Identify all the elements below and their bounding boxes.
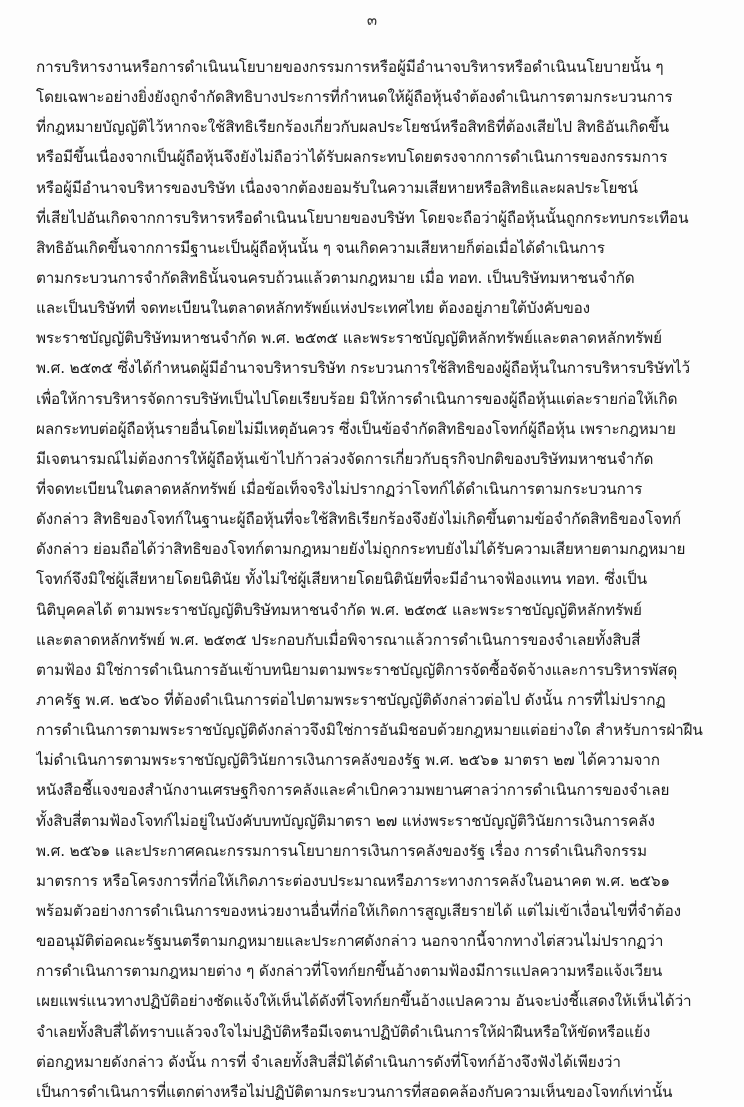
text-line: เพื่อให้การบริหารจัดการบริษัทเป็นไปโดยเรียบร้อย มิให้การดำเนินการของผู้ถือหุ้นแต่ละรายก่อให้เกิด xyxy=(36,389,678,408)
text-line: พ.ศ. ๒๕๖๑ และประกาศคณะกรรมการนโยบายการเงินการคลังของรัฐ เรื่อง การดำเนินกิจกรรม xyxy=(36,841,647,860)
text-line: ที่กฎหมายบัญญัติไว้หากจะใช้สิทธิเรียกร้องเกี่ยวกับผลประโยชน์หรือสิทธิที่ต้องเสียไป สิทธิอันเกิดขึ้น xyxy=(36,118,669,137)
text-line: โดยเฉพาะอย่างยิ่งยังถูกจำกัดสิทธิบางประการที่กำหนดให้ผู้ถือหุ้นจำต้องดำเนินการตามกระบวนการ xyxy=(36,88,673,107)
text-line: เผยแพร่แนวทางปฏิบัติอย่างชัดแจ้งให้เห็นได้ดังที่โจทก์ยกขึ้นอ้างแปลความ อันจะบ่งชี้แสดงให้เห็นได้ว่า xyxy=(36,992,692,1011)
text-line: ภาครัฐ พ.ศ. ๒๕๖๐ ที่ต้องดำเนินการต่อไปตามพระราชบัญญัติดังกล่าวต่อไป ดังนั้น การที่ไม่ปรากฏ xyxy=(36,690,666,709)
text-line: ตามฟ้อง มิใช่การดำเนินการอันเข้าบทนิยามตามพระราชบัญญัติการจัดซื้อจัดจ้างและการบริหารพัสดุ xyxy=(36,660,678,679)
text-line: ดังกล่าว ย่อมถือได้ว่าสิทธิของโจทก์ตามกฎหมายยังไม่ถูกกระทบยังไม่ได้รับความเสียหายตามกฎหมาย xyxy=(36,540,686,559)
text-line: การบริหารงานหรือการดำเนินนโยบายของกรรมการหรือผู้มีอำนาจบริหารหรือดำเนินนโยบายนั้น ๆ xyxy=(36,58,664,76)
page-number: ๓ xyxy=(366,11,378,29)
text-line: ดังกล่าว สิทธิของโจทก์ในฐานะผู้ถือหุ้นที่จะใช้สิทธิเรียกร้องจึงยังไม่เกิดขึ้นตามข้อจำกัดสิทธิของโจทก์ xyxy=(36,510,682,529)
text-line: ผลกระทบต่อผู้ถือหุ้นรายอื่นโดยไม่มีเหตุอันควร ซึ่งเป็นข้อจำกัดสิทธิของโจทก์ผู้ถือหุ้น เพราะกฎหมาย xyxy=(36,419,676,438)
text-line: โจทก์จึงมิใช่ผู้เสียหายโดยนิตินัย ทั้งไม่ใช่ผู้เสียหายโดยนิตินัยที่จะมีอำนาจฟ้องแทน ทอท. ซึ่งเป็น xyxy=(36,570,647,589)
body-text xyxy=(36,52,718,1107)
text-line: และตลาดหลักทรัพย์ พ.ศ. ๒๕๓๕ ประกอบกับเมื่อพิจารณาแล้วการดำเนินการของจำเลยทั้งสิบสี่ xyxy=(36,630,641,649)
text-line: หรือผู้มีอำนาจบริหารของบริษัท เนื่องจากต้องยอมรับในความเสียหายหรือสิทธิและผลประโยชน์ xyxy=(36,178,638,197)
text-line: มีเจตนารมณ์ไม่ต้องการให้ผู้ถือหุ้นเข้าไปก้าวล่วงจัดการเกี่ยวกับธุรกิจปกติของบริษัทมหาชนจำกัด xyxy=(36,449,654,468)
text-line: ไม่ดำเนินการตามพระราชบัญญัติวินัยการเงินการคลังของรัฐ พ.ศ. ๒๕๖๑ มาตรา ๒๗ ได้ความจาก xyxy=(36,751,660,770)
text-line: ที่เสียไปอันเกิดจากการบริหารหรือดำเนินนโยบายของบริษัท โดยจะถือว่าผู้ถือหุ้นนั้นถูกกระทบกระเทือน xyxy=(36,208,689,227)
text-line: ทั้งสิบสี่ตามฟ้องโจทก์ไม่อยู่ในบังคับบทบัญญัติมาตรา ๒๗ แห่งพระราชบัญญัติวินัยการเงินการคลัง xyxy=(36,811,655,830)
text-line: ขออนุมัติต่อคณะรัฐมนตรีตามกฎหมายและประกาศดังกล่าว นอกจากนี้จากทางไต่สวนไม่ปรากฏว่า xyxy=(36,932,664,951)
text-line: พระราชบัญญัติบริษัทมหาชนจำกัด พ.ศ. ๒๕๓๕ และพระราชบัญญัติหลักทรัพย์และตลาดหลักทรัพย์ xyxy=(36,329,662,348)
text-line: มาตรการ หรือโครงการที่ก่อให้เกิดภาระต่องบประมาณหรือภาระทางการคลังในอนาคต พ.ศ. ๒๕๖๑ xyxy=(36,871,670,890)
text-line: ตามกระบวนการจำกัดสิทธินั้นจนครบถ้วนแล้วตามกฎหมาย เมื่อ ทอท. เป็นบริษัทมหาชนจำกัด xyxy=(36,268,635,287)
text-line: สิทธิอันเกิดขึ้นจากการมีฐานะเป็นผู้ถือหุ้นนั้น ๆ จนเกิดความเสียหายก็ต่อเมื่อได้ดำเนินการ xyxy=(36,238,605,257)
text-line: การดำเนินการตามกฎหมายต่าง ๆ ดังกล่าวที่โจทก์ยกขึ้นอ้างตามฟ้องมีการแปลความหรือแจ้งเวียน xyxy=(36,962,663,981)
text-line: การดำเนินการตามพระราชบัญญัติดังกล่าวจึงมิใช่การอันมิชอบด้วยกฎหมายแต่อย่างใด สำหรับการฝ่าฝืน xyxy=(36,721,703,740)
text-line: และเป็นบริษัทที่ จดทะเบียนในตลาดหลักทรัพย์แห่งประเทศไทย ต้องอยู่ภายใต้บังคับของ xyxy=(36,299,591,318)
text-line: เป็นการดำเนินการที่แตกต่างหรือไม่ปฏิบัติตามกระบวนการที่สอดคล้องกับความเห็นของโจทก์เท่านั้น xyxy=(36,1082,673,1101)
text-line: นิติบุคคลได้ ตามพระราชบัญญัติบริษัทมหาชนจำกัด พ.ศ. ๒๕๓๕ และพระราชบัญญัติหลักทรัพย์ xyxy=(36,600,642,619)
text-line: หนังสือชี้แจงของสำนักงานเศรษฐกิจการคลังและคำเบิกความพยานศาลว่าการดำเนินการของจำเลย xyxy=(36,781,670,800)
text-line: ที่จดทะเบียนในตลาดหลักทรัพย์ เมื่อข้อเท็จจริงไม่ปรากฏว่าโจทก์ได้ดำเนินการตามกระบวนการ xyxy=(36,479,643,498)
text-line: หรือมีขึ้นเนื่องจากเป็นผู้ถือหุ้นจึงยังไม่ถือว่าได้รับผลกระทบโดยตรงจากการดำเนินการของกรรมการ xyxy=(36,148,668,167)
text-line: พ.ศ. ๒๕๓๕ ซึ่งได้กำหนดผู้มีอำนาจบริหารบริษัท กระบวนการใช้สิทธิของผู้ถือหุ้นในการบริหารบริษัทไว้ xyxy=(36,359,690,378)
text-line: จำเลยทั้งสิบสี่ได้ทราบแล้วจงใจไม่ปฏิบัติหรือมีเจตนาปฏิบัติดำเนินการให้ฝ่าฝืนหรือให้ขัดหรือแย้ง xyxy=(36,1022,651,1041)
text-line: ต่อกฎหมายดังกล่าว ดังนั้น การที่ จำเลยทั้งสิบสี่มิได้ดำเนินการดังที่โจทก์อ้างจึงฟังได้เพียงว่า xyxy=(36,1052,621,1071)
text-line: พร้อมตัวอย่างการดำเนินการของหน่วยงานอื่นที่ก่อให้เกิดการสูญเสียรายได้ แต่ไม่เข้าเงื่อนไขที่จำต้อง xyxy=(36,901,681,920)
